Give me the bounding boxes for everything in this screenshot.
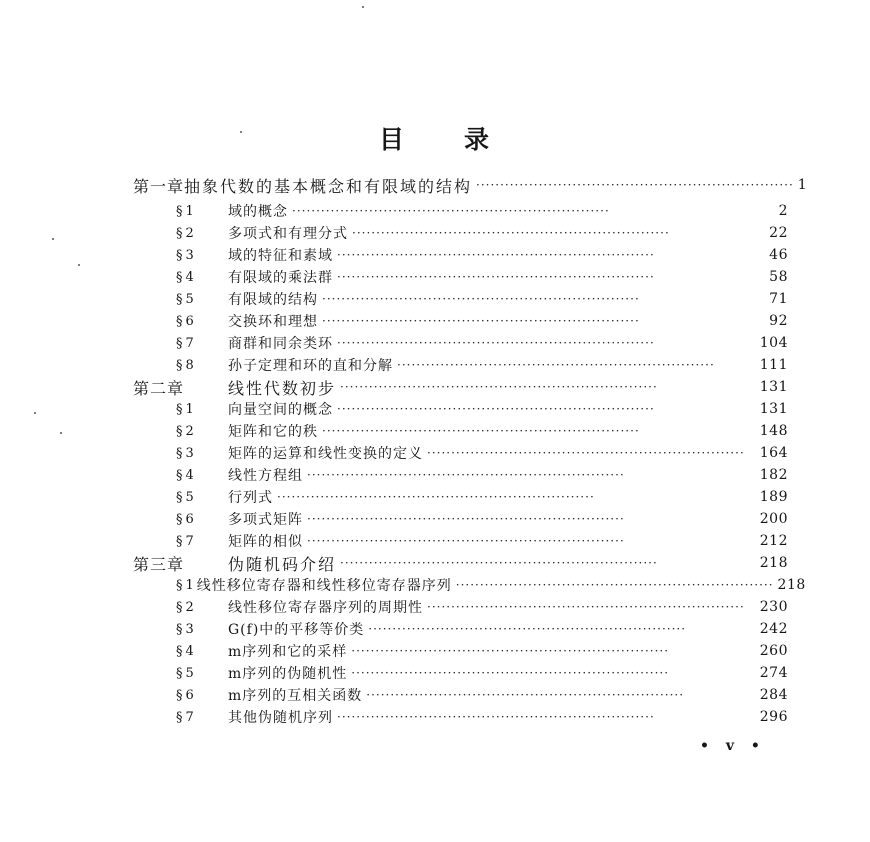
section-page-number: 104 xyxy=(759,335,788,351)
toc-section xyxy=(176,508,788,530)
toc-section xyxy=(176,354,788,376)
section-label: §1 xyxy=(176,401,197,417)
section-label: §6 xyxy=(176,687,197,703)
scan-speck xyxy=(362,6,364,8)
section-page-number: 148 xyxy=(759,423,788,439)
section-page-number: 212 xyxy=(759,533,788,549)
section-page-number: 242 xyxy=(759,621,788,637)
dot-leader: ·································································· xyxy=(322,424,640,438)
section-label: §5 xyxy=(176,291,197,307)
chapter-page-number: 218 xyxy=(759,555,788,571)
toc-section xyxy=(176,684,788,706)
dot-leader: ·································································· xyxy=(292,204,610,218)
scan-speck xyxy=(240,131,242,133)
section-label: §4 xyxy=(176,269,197,285)
section-title: m序列和它的采样 xyxy=(228,644,348,660)
toc-section xyxy=(176,266,788,288)
section-label: §5 xyxy=(176,665,197,681)
section-page-number: 284 xyxy=(759,687,788,703)
chapter-page-number: 131 xyxy=(759,379,788,395)
section-label: §7 xyxy=(176,709,197,725)
section-label: §1 xyxy=(176,577,197,593)
section-label: §2 xyxy=(176,225,197,241)
toc-chapter-3 xyxy=(133,552,788,574)
section-title: 其他伪随机序列 xyxy=(228,710,333,726)
section-label: §6 xyxy=(176,313,197,329)
dot-leader: ·································································· xyxy=(307,468,625,482)
toc-section xyxy=(176,596,788,618)
section-page-number: 230 xyxy=(759,599,788,615)
section-page-number: 164 xyxy=(759,445,788,461)
section-page-number: 111 xyxy=(759,357,788,373)
scan-speck xyxy=(34,412,36,414)
dot-leader: ·································································· xyxy=(307,512,625,526)
section-title: 域的特征和素域 xyxy=(228,248,333,264)
dot-leader: ·································································· xyxy=(427,446,745,460)
toc-section xyxy=(176,288,788,310)
section-title: 孙子定理和环的直和分解 xyxy=(228,358,393,374)
section-title: 矩阵和它的秩 xyxy=(228,424,318,440)
chapter-title: 线性代数初步 xyxy=(228,378,337,398)
toc-section xyxy=(176,244,788,266)
scan-speck xyxy=(52,238,54,240)
title-char-right: 录 xyxy=(464,125,492,154)
title-char-left: 目 xyxy=(378,125,406,154)
section-label: §3 xyxy=(176,621,197,637)
chapter-page-number: 1 xyxy=(797,177,808,193)
dot-leader: ·································································· xyxy=(366,688,685,702)
section-label: §1 xyxy=(176,203,197,219)
dot-leader: ·································································· xyxy=(337,270,655,284)
chapter-label: 第二章 xyxy=(133,378,185,398)
section-label: §8 xyxy=(176,357,197,373)
section-title: 矩阵的运算和线性变换的定义 xyxy=(228,446,423,462)
dot-leader: ·································································· xyxy=(322,292,640,306)
toc-chapter-1 xyxy=(133,174,808,196)
chapter-title: 抽象代数的基本概念和有限域的结构 xyxy=(184,176,473,196)
dot-leader: ·································································· xyxy=(307,534,625,548)
section-title: 商群和同余类环 xyxy=(228,336,333,352)
dot-leader: ·································································· xyxy=(427,600,745,614)
section-page-number: 46 xyxy=(769,247,788,263)
section-label: §7 xyxy=(176,335,197,351)
section-label: §7 xyxy=(176,533,197,549)
dot-leader: ·································································· xyxy=(337,336,655,350)
chapter-title: 伪随机码介绍 xyxy=(228,554,337,574)
section-page-number: 22 xyxy=(769,225,788,241)
dot-leader: ·································································· xyxy=(337,402,655,416)
section-page-number: 182 xyxy=(759,467,788,483)
section-title: 多项式和有理分式 xyxy=(228,226,348,242)
toc-chapter-2 xyxy=(133,376,788,398)
section-title: 域的概念 xyxy=(228,204,288,220)
dot-leader: ·································································· xyxy=(322,314,640,328)
section-page-number: 260 xyxy=(759,643,788,659)
dot-leader: ·································································· xyxy=(476,178,794,192)
toc-section xyxy=(176,310,788,332)
section-label: §4 xyxy=(176,643,197,659)
dot-leader: ·································································· xyxy=(368,622,687,636)
dot-leader: ·································································· xyxy=(340,556,658,570)
dot-leader: ·································································· xyxy=(397,358,715,372)
section-page-number: 58 xyxy=(769,269,788,285)
section-label: §5 xyxy=(176,489,197,505)
section-title: 线性移位寄存器和线性移位寄存器序列 xyxy=(196,578,452,594)
dot-leader: ·································································· xyxy=(352,226,670,240)
toc-section xyxy=(176,662,788,684)
section-title: 有限域的结构 xyxy=(228,292,318,308)
toc-section xyxy=(176,618,788,640)
section-page-number: 200 xyxy=(759,511,788,527)
section-title: m序列的互相关函数 xyxy=(228,688,363,704)
dot-leader: ·································································· xyxy=(337,248,655,262)
section-title: 向量空间的概念 xyxy=(228,402,333,418)
dot-leader: ·································································· xyxy=(337,710,655,724)
toc-section xyxy=(176,640,788,662)
scan-speck xyxy=(78,264,80,266)
toc-section xyxy=(176,398,788,420)
toc-section xyxy=(176,420,788,442)
toc-section xyxy=(176,332,788,354)
toc-section xyxy=(176,574,806,596)
scan-speck xyxy=(60,432,62,434)
section-title: 线性方程组 xyxy=(228,468,303,484)
section-page-number: 218 xyxy=(777,577,806,593)
dot-leader: ·································································· xyxy=(277,490,595,504)
section-page-number: 296 xyxy=(759,709,788,725)
toc-section xyxy=(176,200,788,222)
dot-leader: ·································································· xyxy=(340,380,658,394)
section-page-number: 92 xyxy=(769,313,788,329)
chapter-label: 第三章 xyxy=(133,554,185,574)
section-title: 线性移位寄存器序列的周期性 xyxy=(228,600,423,616)
section-title: 多项式矩阵 xyxy=(228,512,303,528)
page-folio: • v • xyxy=(700,738,766,754)
dot-leader: ·································································· xyxy=(351,644,670,658)
toc-section xyxy=(176,442,788,464)
section-label: §4 xyxy=(176,467,197,483)
chapter-label: 第一章 xyxy=(133,176,185,196)
section-page-number: 131 xyxy=(759,401,788,417)
toc-section xyxy=(176,530,788,552)
section-title: 行列式 xyxy=(228,490,273,506)
toc-section xyxy=(176,486,788,508)
page-title xyxy=(0,120,870,156)
section-title: 有限域的乘法群 xyxy=(228,270,333,286)
section-page-number: 274 xyxy=(759,665,788,681)
toc-section xyxy=(176,464,788,486)
section-page-number: 2 xyxy=(778,203,788,219)
section-label: §6 xyxy=(176,511,197,527)
toc-section xyxy=(176,706,788,728)
section-title: 矩阵的相似 xyxy=(228,534,303,550)
section-title: 交换环和理想 xyxy=(228,314,318,330)
dot-leader: ·································································· xyxy=(351,666,670,680)
section-page-number: 189 xyxy=(759,489,788,505)
section-label: §2 xyxy=(176,599,197,615)
toc-section xyxy=(176,222,788,244)
section-title: G(f)中的平移等价类 xyxy=(228,622,365,638)
section-title: m序列的伪随机性 xyxy=(228,666,348,682)
section-label: §2 xyxy=(176,423,197,439)
dot-leader: ·································································· xyxy=(455,578,774,592)
section-label: §3 xyxy=(176,445,197,461)
section-label: §3 xyxy=(176,247,197,263)
section-page-number: 71 xyxy=(769,291,788,307)
